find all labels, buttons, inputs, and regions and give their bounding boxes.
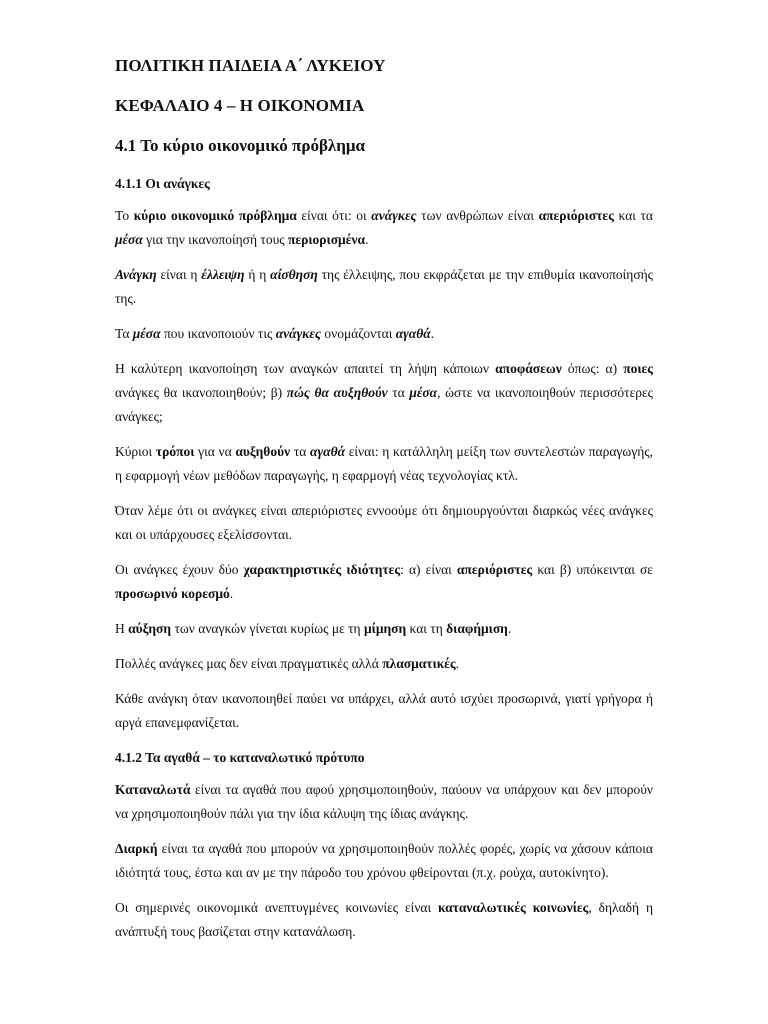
key-term: καταναλωτικές κοινωνίες <box>438 900 589 915</box>
paragraph-text: Πολλές ανάγκες μας δεν είναι πραγματικές αλλά <box>115 656 383 671</box>
chapter-heading: ΚΕΦΑΛΑΙΟ 4 – Η ΟΙΚΟΝΟΜΙΑ <box>115 96 365 115</box>
paragraph-text: Οι ανάγκες έχουν δύο <box>115 562 244 577</box>
paragraph-need-definition <box>115 263 653 311</box>
subsection-heading-4-1-2: 4.1.2 Τα αγαθά – το καταναλωτικό πρότυπο <box>115 750 365 765</box>
key-term: πλασματικές <box>382 656 456 671</box>
key-term: έλλειψη <box>201 267 245 282</box>
paragraph-temporary-satisfaction: Κάθε ανάγκη όταν ικανοποιηθεί παύει να υπάρχει, αλλά αυτό ισχύει προσωρινά, γιατί γρήγορα ή αργά επανεμφανίζεται. <box>115 691 653 730</box>
key-term: περιορισμένα <box>287 232 366 247</box>
paragraph-main-problem <box>115 204 653 252</box>
key-term: ανάγκες <box>275 326 321 341</box>
paragraph-text: τα <box>387 385 410 400</box>
key-term: απεριόριστες <box>456 562 533 577</box>
paragraph-text: . <box>455 656 460 671</box>
key-term: μέσα <box>132 326 161 341</box>
paragraph-text: και τα <box>613 208 654 223</box>
paragraph-text: και β) υπόκεινται σε <box>532 562 653 577</box>
key-term: Καταναλωτά <box>115 782 191 797</box>
key-term: αίσθηση <box>270 267 318 282</box>
key-term: μέσα <box>409 385 438 400</box>
key-term: χαρακτηριστικές ιδιότητες <box>243 562 401 577</box>
paragraph-main-ways <box>115 440 653 488</box>
paragraph-text: Οι σημερινές οικονομικά ανεπτυγμένες κοινωνίες είναι <box>115 900 439 915</box>
key-term: ανάγκες <box>371 208 417 223</box>
paragraph-text: είναι ότι: οι <box>296 208 372 223</box>
document-page <box>115 52 653 955</box>
paragraph-text: . <box>365 232 369 247</box>
paragraph-increase-needs <box>115 617 653 641</box>
subsection-heading-4-1-1: 4.1.1 Οι ανάγκες <box>115 176 210 191</box>
paragraph-decisions <box>115 357 653 429</box>
key-term: τρόποι <box>155 444 195 459</box>
key-term: αύξηση <box>128 621 172 636</box>
key-term: Ανάγκη <box>115 267 157 282</box>
paragraph-text: της έλλειψης, που εκφράζεται με την επιθυμία ικανοποίησής της. <box>115 267 653 306</box>
paragraph-text: , δηλαδή η ανάπτυξή τους βασίζεται στην κατανάλωση. <box>115 900 654 939</box>
key-term: πώς θα αυξηθούν <box>286 385 388 400</box>
key-term: μέσα <box>115 232 143 247</box>
key-term: αυξηθούν <box>235 444 291 459</box>
paragraph-text: και τη <box>406 621 447 636</box>
key-term: ποιες <box>623 361 653 376</box>
paragraph-consumer-societies <box>115 896 653 944</box>
paragraph-text: των αναγκών γίνεται κυρίως με τη <box>171 621 364 636</box>
paragraph-text: είναι η <box>156 267 202 282</box>
paragraph-text: είναι: η κατάλληλη μείξη των συντελεστών παραγωγής, η εφαρμογή νέων μεθόδων παραγωγής, η εφαρμογή νέας τεχνολογίας κτλ. <box>115 444 653 483</box>
paragraph-text: Τα <box>115 326 133 341</box>
paragraph-durables <box>115 837 653 885</box>
paragraph-text: των ανθρώπων είναι <box>416 208 539 223</box>
paragraph-text: όπως: α) <box>561 361 624 376</box>
paragraph-text: Κύριοι <box>115 444 156 459</box>
paragraph-characteristics <box>115 558 653 606</box>
paragraph-text: είναι τα αγαθά που αφού χρησιμοποιηθούν, παύουν να υπάρχουν και δεν μπορούν να χρησιμοποιηθούν πάλι για την ίδια κάλυψη της ίδιας ανάγκης. <box>115 782 653 821</box>
paragraph-text: είναι τα αγαθά που μπορούν να χρησιμοποιηθούν πολλές φορές, χωρίς να χάσουν κάποια ιδιότητά τους, έστω και αν με την πάροδο του χρόνου φθείρονται (π.χ. ρούχα, αυτοκίνητο). <box>115 841 653 880</box>
paragraph-text: για να <box>194 444 236 459</box>
key-term: διαφήμιση <box>446 621 508 636</box>
paragraph-text: . <box>430 326 435 341</box>
document-title: ΠΟΛΙΤΙΚΗ ΠΑΙΔΕΙΑ Α΄ ΛΥΚΕΙΟΥ <box>115 56 386 75</box>
paragraph-text: τα <box>290 444 311 459</box>
paragraph-fake-needs <box>115 652 653 676</box>
key-term: αποφάσεων <box>495 361 562 376</box>
paragraph-unlimited-needs: Όταν λέμε ότι οι ανάγκες είναι απεριόριστες εννοούμε ότι δημιουργούνται διαρκώς νέες ανάγκες και οι υπάρχουσες εξελίσσονται. <box>115 503 653 542</box>
key-term: αγαθά <box>395 326 431 341</box>
paragraph-text: που ικανοποιούν τις <box>160 326 276 341</box>
key-term: μίμηση <box>364 621 407 636</box>
paragraph-means <box>115 322 653 346</box>
key-term: Διαρκή <box>115 841 158 856</box>
paragraph-text: , ώστε να ικανοποιηθούν περισσότερες ανάγκες; <box>115 385 654 424</box>
paragraph-text: . <box>229 586 234 601</box>
key-term: προσωρινό κορεσμό <box>115 586 230 601</box>
paragraph-text: για την ικανοποίησή τους <box>142 232 288 247</box>
paragraph-text: Η καλύτερη ικανοποίηση των αναγκών απαιτεί τη λήψη κάποιων <box>115 361 496 376</box>
key-term: κύριο οικονομικό πρόβλημα <box>133 208 297 223</box>
paragraph-text: . <box>507 621 512 636</box>
paragraph-text: Η <box>115 621 129 636</box>
paragraph-text: ή η <box>244 267 271 282</box>
paragraph-consumables <box>115 778 653 826</box>
paragraph-text: Το <box>115 208 134 223</box>
section-heading-4-1: 4.1 Το κύριο οικονομικό πρόβλημα <box>115 136 366 155</box>
paragraph-text: ονομάζονται <box>320 326 396 341</box>
key-term: αγαθά <box>310 444 346 459</box>
paragraph-text: ανάγκες θα ικανοποιηθούν; β) <box>115 385 287 400</box>
key-term: απεριόριστες <box>538 208 614 223</box>
paragraph-text: : α) είναι <box>400 562 457 577</box>
